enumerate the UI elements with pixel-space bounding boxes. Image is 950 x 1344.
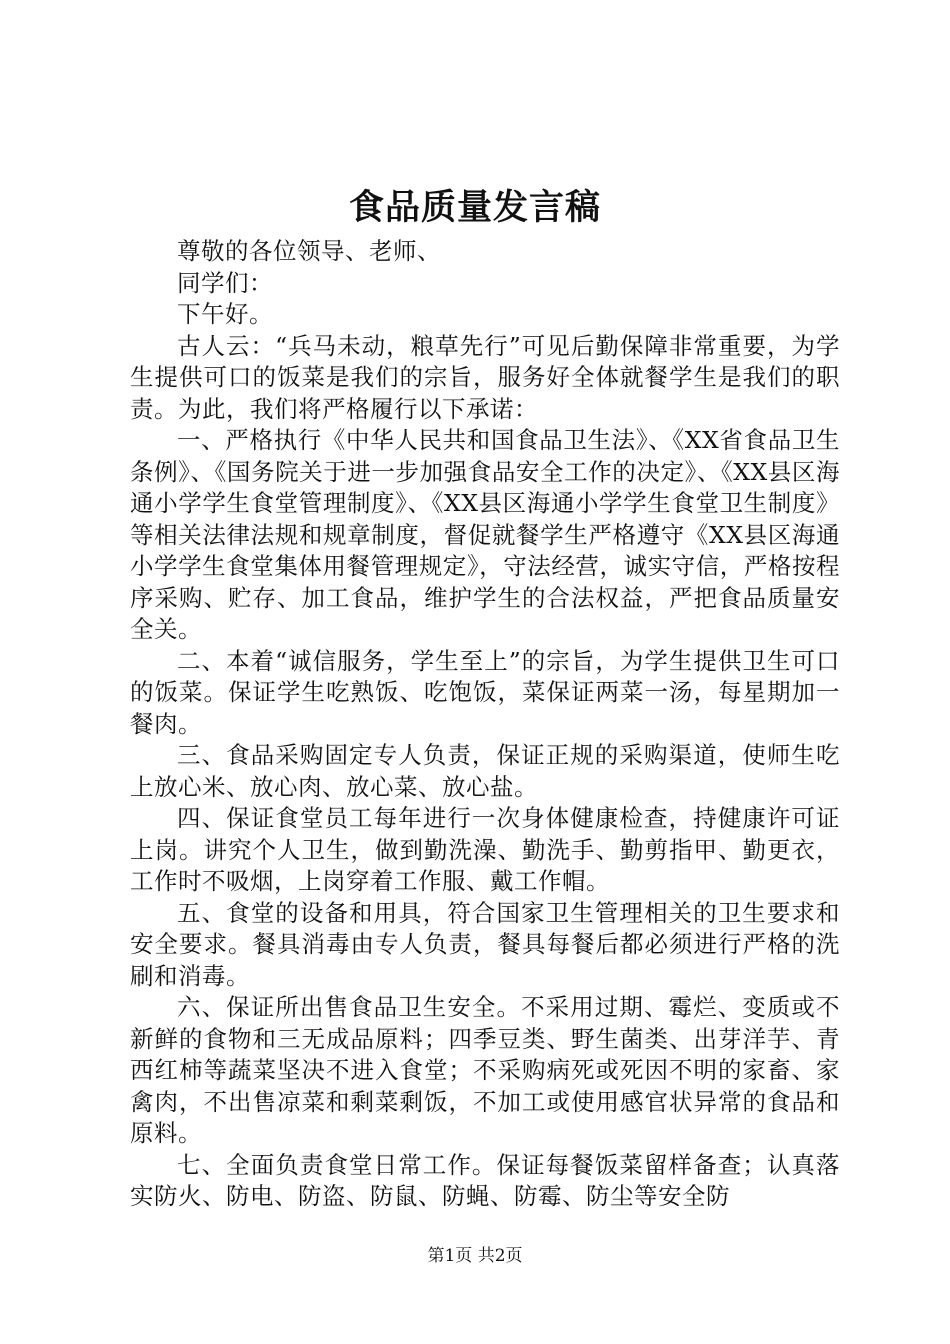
- document-title: 食品质量发言稿: [348, 187, 601, 228]
- commitment-6: 六、保证所出售食品卫生安全。不采用过期、霉烂、变质或不新鲜的食物和三无成品原料；四季豆类、野生菌类、出芽洋芋、青西红柿等蔬菜坚决不进入食堂；不采购病死或死因不明的家畜、家禽肉，不出售凉菜和剩菜剩饭，不加工或使用感官状异常的食品和原料。: [130, 993, 840, 1147]
- commitment-4: 四、保证食堂员工每年进行一次身体健康检查，持健康许可证上岗。讲究个人卫生，做到勤洗澡、勤洗手、勤剪指甲、勤更衣，工作时不吸烟，上岗穿着工作服、戴工作帽。: [130, 804, 840, 895]
- commitment-2: 二、本着“诚信服务，学生至上”的宗旨，为学生提供卫生可口的饭菜。保证学生吃熟饭、吃饱饭，菜保证两菜一汤，每星期加一餐肉。: [130, 646, 840, 738]
- commitment-3: 三、食品采购固定专人负责，保证正规的采购渠道，使师生吃上放心米、放心肉、放心菜、放心盐。: [130, 741, 840, 801]
- page-number-footer: 第1页 共2页: [427, 1246, 523, 1266]
- commitment-1: 一、严格执行《中华人民共和国食品卫生法》、《XX省食品卫生条例》、《国务院关于进一步加强食品安全工作的决定》、《XX县区海通小学学生食堂管理制度》、《XX县区海通小学学生食堂卫生制度》等相关法律法规和规章制度，督促就餐学生严格遵守《XX县区海通小学学生食堂集体用餐管理规定》，守法经营，诚实守信，严格按程序采购、贮存、加工食品，维护学生的合法权益，严把食品质量安全关。: [130, 426, 840, 643]
- greeting: 下午好。: [177, 300, 273, 328]
- salutation-line-2: 同学们：: [177, 268, 273, 297]
- salutation-line-1: 尊敬的各位领导、老师、: [177, 237, 441, 265]
- commitment-5: 五、食堂的设备和用具，符合国家卫生管理相关的卫生要求和安全要求。餐具消毒由专人负责，餐具每餐后都必须进行严格的洗刷和消毒。: [130, 898, 840, 990]
- intro-paragraph: 古人云：“兵马未动，粮草先行”可见后勤保障非常重要，为学生提供可口的饭菜是我们的宗旨，服务好全体就餐学生是我们的职责。为此，我们将严格履行以下承诺：: [130, 331, 840, 423]
- commitment-7: 七、全面负责食堂日常工作。保证每餐饭菜留样备查；认真落实防火、防电、防盗、防鼠、防蝇、防霉、防尘等安全防: [130, 1150, 840, 1210]
- document-body: [130, 236, 840, 1213]
